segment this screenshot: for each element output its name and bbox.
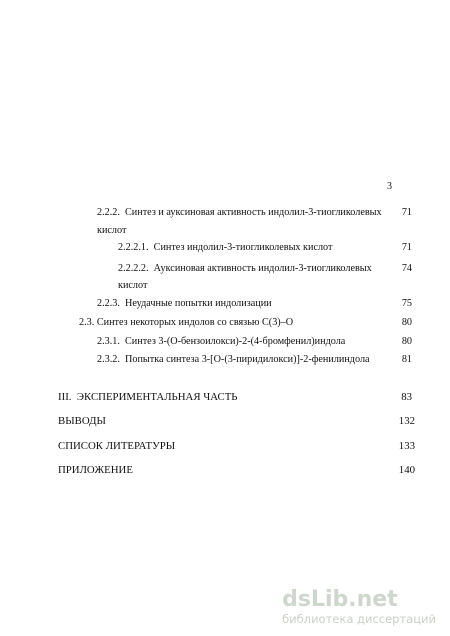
toc-entry-number: 2.2.2.2. [118, 263, 149, 274]
toc-entry-title: Синтез 3-(О-бензоилокси)-2-(4-бромфенил)индола [125, 336, 346, 347]
toc-entry-2-2-2-1 [118, 241, 332, 254]
toc-entry-title: СПИСОК ЛИТЕРАТУРЫ [58, 440, 176, 452]
toc-entry-title: ЭКСПЕРИМЕНТАЛЬНАЯ ЧАСТЬ [76, 391, 238, 403]
toc-entry-2-2-2-2 [118, 262, 372, 275]
toc-entry-2-2-3 [97, 297, 272, 310]
toc-entry-title: Синтез и ауксиновая активность индолил-3-тиогликолевых [125, 207, 382, 218]
toc-entry-number: 2.2.2.1. [118, 242, 149, 253]
toc-entry-page: 80 [401, 317, 412, 328]
toc-entry-title: кислот [118, 280, 148, 291]
toc-entry-page: 71 [401, 242, 412, 253]
page-number: 3 [387, 181, 392, 192]
toc-entry-conclusions [58, 415, 106, 428]
toc-entry-title: Синтез индолил-3-тиогликолевых кислот [153, 242, 333, 253]
toc-entry-title: ВЫВОДЫ [58, 415, 106, 427]
toc-entry-number: 2.2.2. [97, 207, 120, 218]
toc-entry-appendix [58, 464, 133, 477]
toc-entry-number: 2.3. [79, 317, 95, 328]
toc-entry-title: Попытка синтеза 3-[О-(3-пиридилокси)]-2-фенилиндола [125, 354, 370, 365]
toc-entry-number: 2.2.3. [97, 298, 120, 309]
toc-entry-page: 75 [401, 298, 412, 309]
toc-entry-number: III. [58, 391, 72, 403]
toc-entry-page: 132 [398, 415, 415, 427]
toc-entry-title: ПРИЛОЖЕНИЕ [58, 464, 133, 476]
toc-entry-page: 140 [398, 464, 415, 476]
toc-entry-number: 2.3.1. [97, 336, 120, 347]
toc-entry-page: 80 [401, 336, 412, 347]
toc-entry-2-2-2-2-cont [118, 279, 147, 292]
toc-entry-2-3 [79, 316, 293, 329]
toc-entry-title: кислот [97, 225, 127, 236]
toc-entry-number: 2.3.2. [97, 354, 120, 365]
toc-entry-2-3-1 [97, 335, 345, 348]
toc-entry-page: 133 [398, 440, 415, 452]
watermark-subtitle: библиотека диссертаций [282, 612, 436, 626]
toc-entry-2-3-2 [97, 353, 370, 366]
toc-entry-page: 81 [401, 354, 412, 365]
toc-entry-page: 83 [401, 391, 412, 403]
toc-entry-title: Синтез некоторых индолов со связью С(3)–О [96, 317, 294, 328]
watermark [282, 589, 436, 626]
toc-entry-page: 74 [401, 263, 412, 274]
toc-entry-iii [58, 391, 238, 404]
toc-entry-page: 71 [401, 207, 412, 218]
watermark-logo: dsLib.net [282, 587, 398, 612]
toc-entry-title: Ауксиновая активность индолил-3-тиогликолевых [153, 263, 372, 274]
toc-entry-2-2-2-cont [97, 224, 126, 237]
toc-entry-2-2-2 [97, 206, 382, 219]
toc-entry-title: Неудачные попытки индолизации [125, 298, 272, 309]
toc-entry-references [58, 440, 175, 453]
